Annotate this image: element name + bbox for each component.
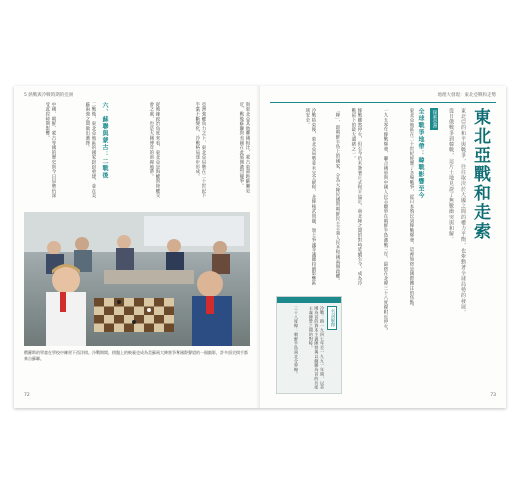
right-text-column-2: 一九五零年韓戰爆發，聯合國軍與中國人民志願軍在朝鮮半島激戰三年，最終在北緯三十八度線附近停火。	[383, 108, 388, 334]
definition-box-line-2: 三十八度線：朝鮮半島南北分界線。	[294, 306, 299, 377]
left-text-column-3: 從地緣政治角度來看，東北亞是海權與陸權交會之處，也是大國博弈的前線地帶。	[148, 102, 160, 198]
right-page-number: 73	[490, 393, 496, 398]
left-section-column-2: 中國、朝鮮、蒙古等國的歷史與今日局勢仍深受此段時期影響。	[44, 102, 56, 198]
right-text-column-3: 韓戰雖然停火，但至今仍未簽署正式和平協定，南北韓之間的對峙延續至今，成為冷戰留下的最大遺緒之一。	[350, 108, 362, 286]
left-section-column-1: 二戰後，東北亞地區的國家紛紛重建，並在美蘇兩強之間做出選擇。	[84, 102, 96, 198]
right-text-column-1: 東北亞地區在二十世紀經歷了多場戰爭，從日本殖民到韓戰爆發，這裡始終是國際關注的焦點。	[409, 108, 414, 310]
right-text-column-5: 冷戰結束後，東北亞局勢並未完全緩和，北韓核武問題、領土爭議等議題持續影響區域安全。	[304, 108, 316, 286]
definition-box	[276, 296, 342, 394]
subtitle-line-1: 東北亞的和平與戰爭，往往取決於大國之間的權力平衡，也牽動著全球局勢的發展。	[460, 108, 466, 316]
definition-box-label: 名詞解釋	[327, 306, 337, 330]
definition-box-bar	[277, 297, 341, 303]
right-running-head: 地理大發現：東北亞戰和走勢	[437, 93, 496, 98]
definition-box-line-1: 冷戰：指一九四七年至一九九一年間，以美國為首的資本主義陣營與以蘇聯為首的共產主義陣營之間的對峙。	[308, 306, 325, 390]
section-tag: 探索亞洲	[432, 110, 437, 128]
header-rule	[270, 102, 496, 103]
left-text-column-2: 亞洲強權角力之下，東北亞局勢在二十世紀下半葉不斷變化，冷戰格局逐步形成。	[194, 102, 206, 198]
chess-scene-illustration	[24, 212, 250, 346]
left-text-column-1: 與東北亞其他鄰國相比，蒙古東部距蘇聯更近，戰後蘇聯與美國在此展開激烈競爭。	[238, 102, 250, 194]
left-page	[14, 86, 260, 408]
subtitle-line-2: 從日俄戰爭到韓戰，這片土地見證了無數衝突與和解。	[448, 108, 454, 243]
left-section-heading: 六、蘇聯與蒙古：二戰後	[101, 102, 108, 179]
chess-students-photo	[24, 212, 250, 346]
photo-caption: 俄羅斯的學童在學校中練習下西洋棋。冷戰期間，棋盤上的較量也成為美蘇兩大陣營爭奪國際聲望的一個縮影，許多頂尖棋手都來自蘇聯。	[24, 350, 248, 361]
left-page-number: 72	[24, 393, 30, 398]
right-page	[260, 86, 506, 408]
book-spread	[14, 86, 506, 408]
left-running-head: 5 熱戰與冷戰時期的亞洲	[24, 93, 74, 98]
chapter-title: 東北亞戰和走索	[470, 108, 490, 241]
right-text-column-4: 「韓」，即朝鮮半島上的國家，分為大韓民國與朝鮮民主主義人民共和國兩個政權。	[335, 108, 340, 284]
right-section-heading: 全球戰爭地帶：韓戰影響至今	[417, 108, 424, 199]
chessboard	[94, 298, 174, 332]
